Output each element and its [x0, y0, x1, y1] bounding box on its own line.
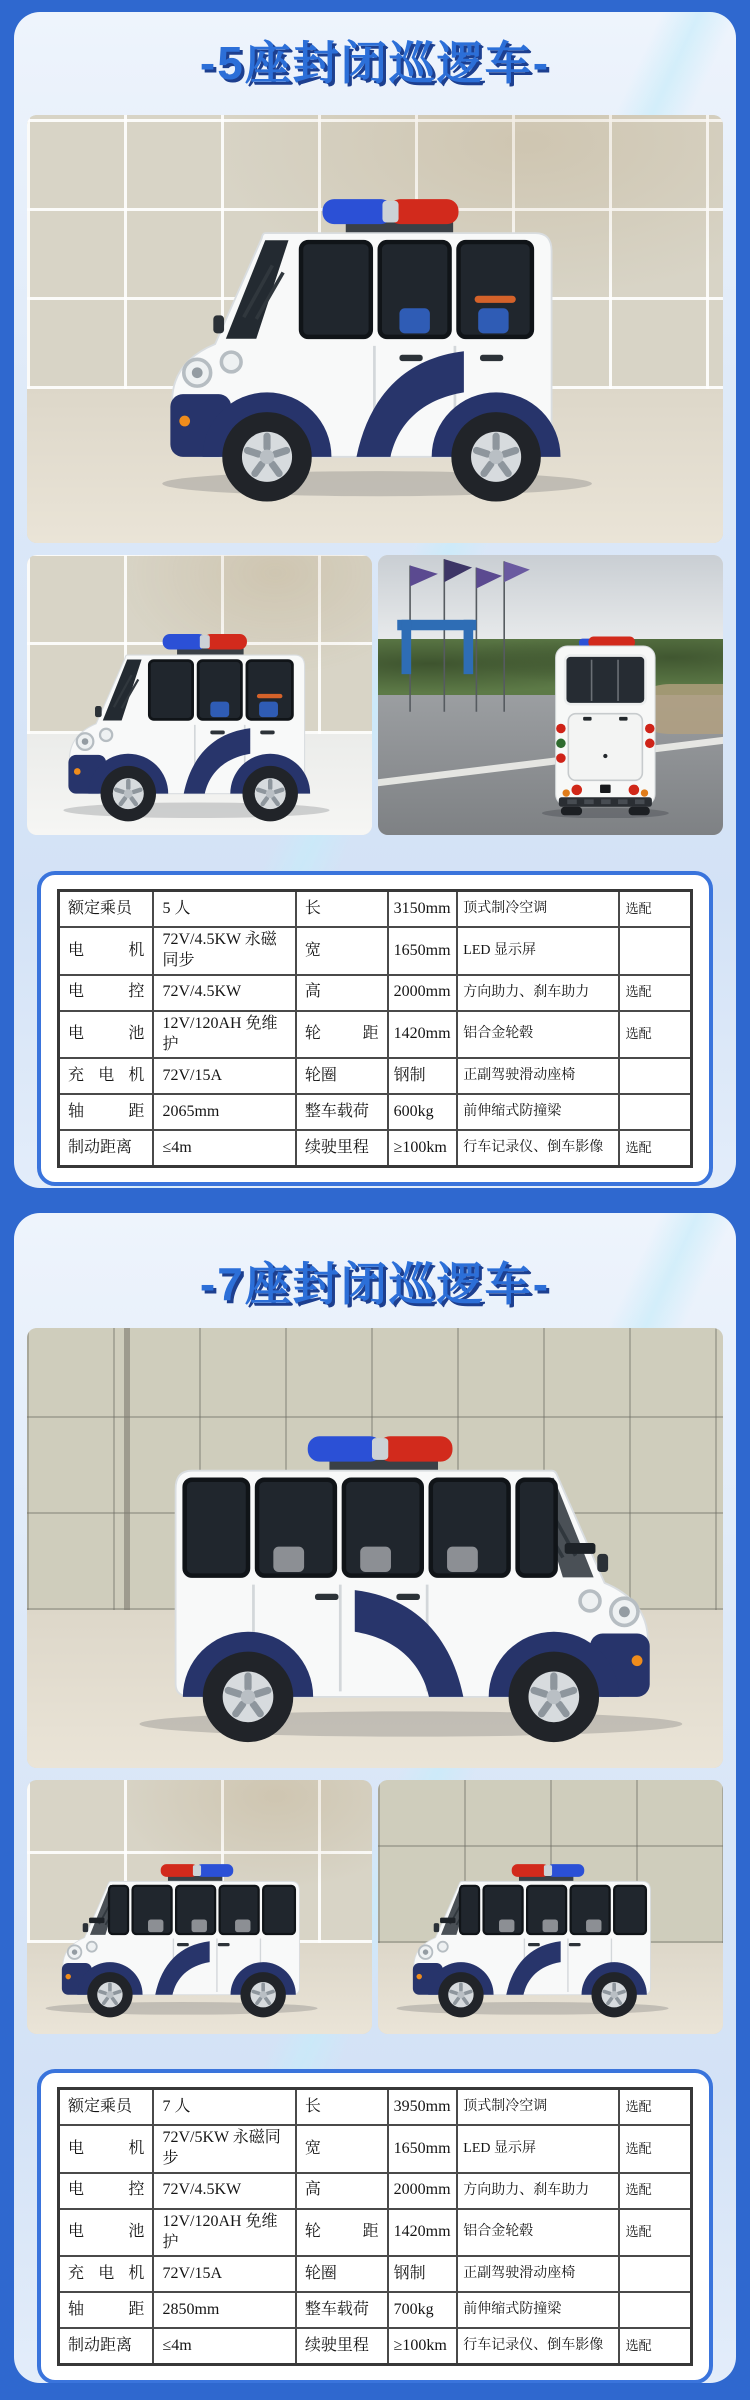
spec-value: ≥100km [388, 2328, 458, 2365]
spec-option-badge: 选配 [619, 1011, 692, 1059]
spec-option-badge [619, 2292, 692, 2328]
spec-option-badge [619, 927, 692, 975]
spec-feature: 顶式制冷空调 [457, 891, 618, 928]
photo-7seat-side [378, 1780, 723, 2034]
section-7-seat [14, 1213, 736, 2383]
spec-label: 轮圈 [296, 2256, 388, 2292]
spec-value: 72V/15A [153, 2256, 295, 2292]
spec-label: 制动距离 [59, 1130, 154, 1167]
spec-label: 电 机 [59, 927, 154, 975]
photo-row-7seat [27, 1780, 723, 2034]
spec-row [59, 1058, 692, 1094]
spec-value: ≤4m [153, 1130, 295, 1167]
spec-label: 轮 距 [296, 2209, 388, 2257]
photo-7seat-rear-quarter [27, 1780, 372, 2034]
spec-label: 充 电 机 [59, 1058, 154, 1094]
photo-5seat-rear-outdoor [378, 555, 723, 835]
spec-feature: 正副驾驶滑动座椅 [457, 2256, 618, 2292]
spec-value: 600kg [388, 1094, 458, 1130]
spec-table-5seat [57, 889, 693, 1168]
spec-feature: LED 显示屏 [457, 2125, 618, 2173]
spec-value: 72V/15A [153, 1058, 295, 1094]
patrol-cart-5seat-illustration [44, 624, 355, 824]
spec-option-badge: 选配 [619, 1130, 692, 1167]
spec-row [59, 927, 692, 975]
spec-option-badge: 选配 [619, 2125, 692, 2173]
spec-feature: 正副驾驶滑动座椅 [457, 1058, 618, 1094]
spec-value: 1420mm [388, 2209, 458, 2257]
spec-feature: 铝合金轮毂 [457, 2209, 618, 2257]
spec-row [59, 891, 692, 928]
spec-value: 1650mm [388, 927, 458, 975]
spec-value: 72V/5KW 永磁同步 [153, 2125, 295, 2173]
spec-row [59, 2125, 692, 2173]
spec-row [59, 2256, 692, 2292]
spec-value: 72V/4.5KW [153, 975, 295, 1011]
spec-value: 2000mm [388, 2173, 458, 2209]
patrol-cart-rear-illustration [526, 628, 685, 818]
spec-value: 1650mm [388, 2125, 458, 2173]
spec-row [59, 1094, 692, 1130]
spec-label: 宽 [296, 2125, 388, 2173]
spec-card-7seat [37, 2069, 713, 2383]
spec-option-badge: 选配 [619, 2209, 692, 2257]
spec-label: 额定乘员 [59, 2089, 154, 2126]
spec-value: 3950mm [388, 2089, 458, 2126]
spec-label: 高 [296, 2173, 388, 2209]
spec-label: 电 池 [59, 2209, 154, 2257]
spec-value: 钢制 [388, 1058, 458, 1094]
patrol-cart-7seat-illustration [392, 1856, 709, 2019]
photo-5seat-rear-quarter [27, 555, 372, 835]
spec-option-badge: 选配 [619, 2173, 692, 2209]
spec-value: 2065mm [153, 1094, 295, 1130]
spec-row [59, 975, 692, 1011]
spec-feature: LED 显示屏 [457, 927, 618, 975]
spec-value: 5 人 [153, 891, 295, 928]
spec-feature: 顶式制冷空调 [457, 2089, 618, 2126]
spec-feature: 方向助力、刹车助力 [457, 975, 618, 1011]
spec-label: 电 控 [59, 2173, 154, 2209]
spec-row [59, 2328, 692, 2365]
spec-feature: 行车记录仪、倒车影像 [457, 2328, 618, 2365]
spec-feature: 行车记录仪、倒车影像 [457, 1130, 618, 1167]
spec-label: 电 机 [59, 2125, 154, 2173]
spec-label: 电 池 [59, 1011, 154, 1059]
spec-value: 700kg [388, 2292, 458, 2328]
spec-label: 宽 [296, 927, 388, 975]
spec-value: 7 人 [153, 2089, 295, 2126]
patrol-cart-7seat-illustration [41, 1856, 358, 2019]
spec-value: ≥100km [388, 1130, 458, 1167]
spec-option-badge: 选配 [619, 975, 692, 1011]
patrol-cart-7seat-illustration [58, 1420, 691, 1746]
spec-row [59, 1130, 692, 1167]
spec-label: 轴 距 [59, 2292, 154, 2328]
spec-label: 轴 距 [59, 1094, 154, 1130]
spec-feature: 前伸缩式防撞梁 [457, 2292, 618, 2328]
spec-value: 2000mm [388, 975, 458, 1011]
spec-label: 轮圈 [296, 1058, 388, 1094]
spec-row [59, 2089, 692, 2126]
spec-option-badge [619, 1058, 692, 1094]
spec-label: 电 控 [59, 975, 154, 1011]
spec-row [59, 2173, 692, 2209]
spec-feature: 前伸缩式防撞梁 [457, 1094, 618, 1130]
section-title-7-seat: -7座封闭巡逻车- [199, 1258, 551, 1310]
spec-label: 充 电 机 [59, 2256, 154, 2292]
patrol-cart-5seat-illustration [131, 183, 632, 505]
spec-value: 72V/4.5KW [153, 2173, 295, 2209]
spec-row [59, 2292, 692, 2328]
spec-option-badge: 选配 [619, 2328, 692, 2365]
section-5-seat [14, 12, 736, 1188]
spec-table-7seat [57, 2087, 693, 2366]
spec-label: 额定乘员 [59, 891, 154, 928]
spec-value: 1420mm [388, 1011, 458, 1059]
spec-card-5seat [37, 871, 713, 1186]
spec-label: 制动距离 [59, 2328, 154, 2365]
spec-label: 长 [296, 2089, 388, 2126]
spec-feature: 方向助力、刹车助力 [457, 2173, 618, 2209]
spec-option-badge: 选配 [619, 891, 692, 928]
spec-value: 3150mm [388, 891, 458, 928]
spec-value: 12V/120AH 免维护 [153, 2209, 295, 2257]
spec-value: 72V/4.5KW 永磁同步 [153, 927, 295, 975]
spec-row [59, 1011, 692, 1059]
spec-option-badge [619, 2256, 692, 2292]
spec-value: 2850mm [153, 2292, 295, 2328]
spec-label: 长 [296, 891, 388, 928]
photo-7seat-main [27, 1328, 723, 1768]
photo-row-5seat [27, 555, 723, 835]
spec-feature: 铝合金轮毂 [457, 1011, 618, 1059]
spec-label: 续驶里程 [296, 2328, 388, 2365]
section-title-5-seat: -5座封闭巡逻车- [199, 37, 551, 89]
spec-label: 高 [296, 975, 388, 1011]
spec-option-badge [619, 1094, 692, 1130]
spec-value: ≤4m [153, 2328, 295, 2365]
photo-5seat-main [27, 115, 723, 543]
spec-label: 轮 距 [296, 1011, 388, 1059]
spec-value: 钢制 [388, 2256, 458, 2292]
spec-label: 整车载荷 [296, 1094, 388, 1130]
spec-label: 整车载荷 [296, 2292, 388, 2328]
spec-row [59, 2209, 692, 2257]
spec-option-badge: 选配 [619, 2089, 692, 2126]
spec-value: 12V/120AH 免维护 [153, 1011, 295, 1059]
spec-label: 续驶里程 [296, 1130, 388, 1167]
